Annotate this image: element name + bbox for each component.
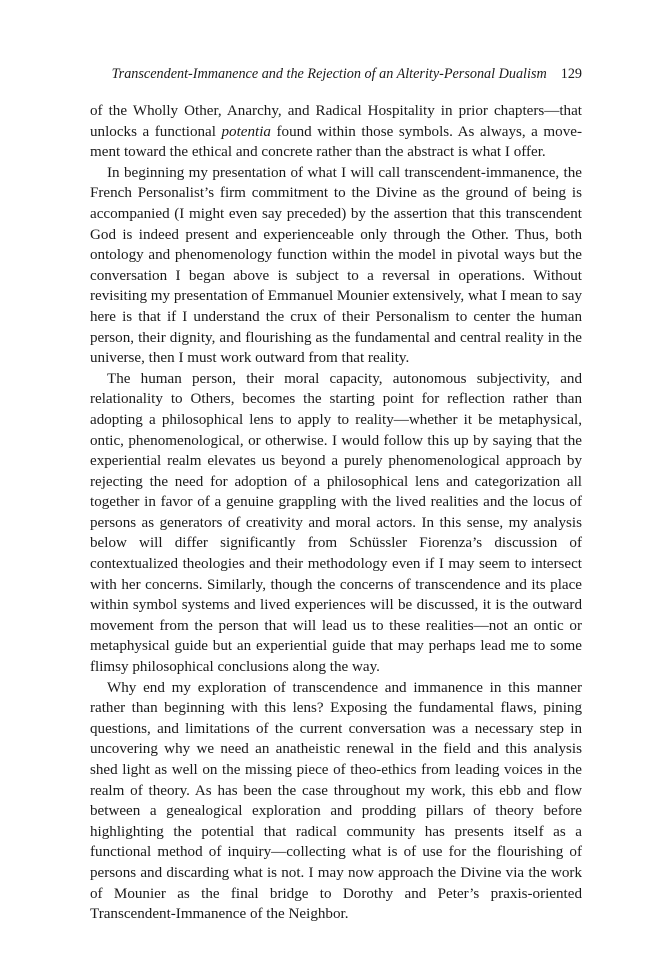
- paragraph: The human person, their moral capacity, autonomous subjectivity, and relationality to Others, becomes the starting point for reflection rather than adopting a philosophical lens to apply to reality—whether it be metaphysical, ontic, phenomenological, or otherwise. I would follow this up by saying that the experiential realm elevates us beyond a purely phenomenological approach by rejecting the need for adoption of a philosophical lens and categorization all together in favor of a genuine grappling with the lived realities and the locus of persons as generators of creativity and moral actors. In this sense, my analysis below will differ significantly from Schüssler Fiorenza’s discussion of contextualized theologies and their methodology even if I may seem to intersect with her concerns. Similarly, though the concerns of transcendence and its place within symbol systems and lived experiences will be discussed, it is the outward movement from the person that will lead us to these realities—not an ontic or metaphysical guide but an experiential guide that may perhaps lead me to some flimsy philosophical conclusions along the way.: [90, 370, 582, 676]
- running-title: Transcendent-Immanence and the Rejection of an Alterity-Personal Dualism: [111, 66, 547, 82]
- paragraph: In beginning my presentation of what I will call transcendent-immanence, the French Personalist’s firm commitment to the Divine as the ground of being is accompanied (I might even say preceded) by the assertion that this transcendent God is indeed present and experienceable only through the Other. Thus, both ontology and phenomenology function within the model in pivotal ways but the conversation I began above is subject to a reversal in operations. Without revisiting my presentation of Emmanuel Mounier extensively, what I mean to say here is that if I understand the crux of their Personalism to center the human person, their dignity, and flourishing as the fundamental and central reality in the universe, then I must work outward from that reality.: [90, 164, 582, 367]
- paragraph-text: found within those symbols. As always, a movement toward the ethical and concrete rather than the abstract is what I offer.: [90, 123, 582, 161]
- paragraph-continued: [90, 101, 582, 163]
- paragraph: Why end my exploration of transcendence and immanence in this manner rather than beginning with this lens? Exposing the fundamental flaws, pining questions, and limitations of the current conversation was a necessary step in uncovering why we need an anatheistic renewal in the field and this analysis shed light as well on the missing piece of theo-ethics from leading voices in the realm of theory. As has been the case throughout my work, this ebb and flow between a genealogical exploration and prodding pillars of theory before highlighting the potential that radical community has presents itself as a functional method of inquiry—collecting what is of use for the flourishing of persons and discarding what is not. I may now approach the Divine via the work of Mounier as the final bridge to Dorothy and Peter’s praxis-oriented Transcendent-Immanence of the Neighbor.: [90, 679, 582, 923]
- emphasized-term: potentia: [221, 123, 271, 140]
- paragraph-text: of the Wholly Other, Anarchy, and Radical Hospitality in prior chapters—that unlocks a functional: [90, 103, 582, 140]
- running-header: [90, 64, 582, 84]
- body-text: [90, 101, 582, 925]
- page-number: 129: [560, 66, 582, 82]
